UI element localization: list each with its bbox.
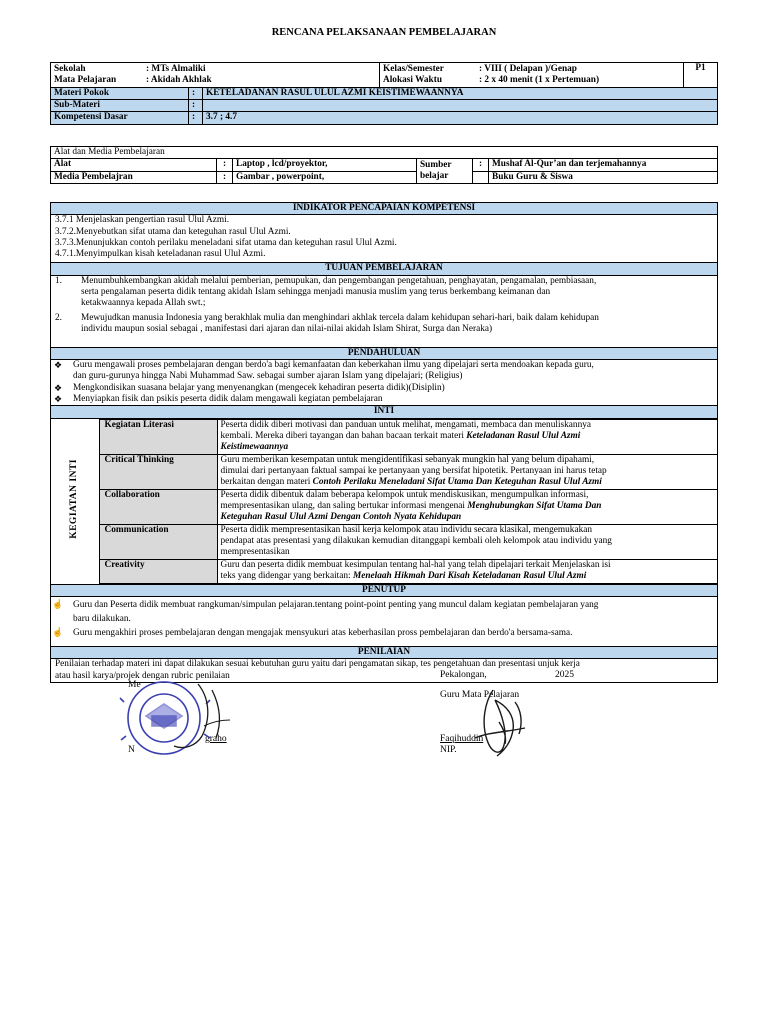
kd-value: 3.7 ; 4.7 bbox=[203, 112, 718, 124]
inti-row-label: Kegiatan Literasi bbox=[99, 419, 217, 454]
penutup-item bbox=[51, 627, 714, 641]
school-stamp-icon bbox=[112, 676, 236, 760]
mapel-value: : Akidah Akhlak bbox=[146, 75, 212, 86]
tujuan-item bbox=[55, 313, 714, 336]
diamond-bullet-icon: ❖ bbox=[53, 393, 63, 404]
tujuan-line: individu maupun sosial sebagai , manifestasi dari ajaran dan nilai-nilai akidah Islam Shirat, Surga dan Neraka) bbox=[81, 323, 493, 334]
penutup-item bbox=[51, 599, 714, 627]
media-value: Gambar , powerpoint, bbox=[233, 171, 417, 183]
alat-value: Laptop , lcd/proyektor, bbox=[233, 159, 417, 171]
pointing-hand-icon: ☝ bbox=[52, 598, 64, 609]
inti-line: dimulai dari pertanyaan faktual sampai ke pertanyaan yang bersifat hipotetik. Pertanyaan ini harus tetap bbox=[220, 465, 607, 476]
materi-colon: : bbox=[189, 87, 203, 99]
sub-materi-value bbox=[203, 99, 718, 111]
kepala-nip: N bbox=[128, 745, 135, 755]
mapel-label: Mata Pelajaran bbox=[54, 75, 117, 86]
sumber-value-1: Mushaf Al-Qur’an dan terjemahannya bbox=[489, 159, 718, 171]
penutup-list bbox=[51, 596, 718, 646]
sub-materi-colon: : bbox=[189, 99, 203, 111]
kepala-label: Me bbox=[128, 680, 141, 690]
inti-line: pendapat atas presentasi yang dilakukan kemudian ditanggapi kembali oleh kelompok atau individu yang bbox=[220, 535, 612, 546]
inti-row-label: Critical Thinking bbox=[99, 454, 217, 489]
media-label: Media Pembelajran bbox=[51, 171, 217, 183]
inti-row-content bbox=[217, 559, 717, 583]
page-title: RENCANA PELAKSANAAN PEMBELAJARAN bbox=[271, 27, 497, 38]
inti-container bbox=[51, 418, 718, 584]
sekolah-value: : MTs Almaliki bbox=[146, 64, 206, 74]
tujuan-line: ketakwaannya kepada Allah swt.; bbox=[81, 298, 206, 309]
materi-label: Materi Pokok bbox=[51, 87, 189, 99]
sumber-label: Sumber belajar bbox=[417, 159, 473, 184]
inti-emphasis: Keistimewaannya bbox=[220, 442, 289, 453]
pendahuluan-line: Mengkondisikan suasana belajar yang menyenangkan (mengecek kehadiran peserta didik)(Disiplin) bbox=[73, 382, 445, 393]
pendahuluan-item bbox=[51, 394, 714, 405]
sub-materi-label: Sub-Materi bbox=[51, 99, 189, 111]
indikator-item: 3.7.2.Menyebutkan sifat utama dan keteguhan rasul Ulul Azmi. bbox=[55, 226, 291, 237]
pendahuluan-list bbox=[51, 359, 718, 405]
inti-line: Peserta didik mempresentasikan hasil kerja kelompok atau individu secara klasikal, mengemukakan bbox=[220, 524, 593, 535]
alat-colon: : bbox=[217, 159, 233, 171]
indikator-item: 3.7.3.Menunjukkan contoh perilaku meneladani sifat utama dan keteguhan rasul Ulul Azmi. bbox=[55, 237, 397, 248]
penilaian-line: Penilaian terhadap materi ini dapat dilakukan sesuai kebutuhan guru yaitu dari pengamatan sikap, tes pengetahuan dan presentasi unjuk kerja bbox=[55, 659, 580, 670]
kelas-value: : VIII ( Delapan )/Genap bbox=[479, 64, 577, 74]
inti-line: Guru memberikan kesempatan untuk mengidentifikasi sebanyak mungkin hal yang belum dipahami, bbox=[220, 454, 595, 465]
inti-row-label: Collaboration bbox=[99, 489, 217, 524]
inti-line: Peserta didik dibentuk dalam beberapa kelompok untuk mendiskusikan, mengumpulkan informasi, bbox=[220, 489, 589, 500]
signature-year: 2025 bbox=[555, 670, 574, 680]
pendahuluan-heading: PENDAHULUAN bbox=[51, 347, 718, 359]
inti-row-content bbox=[217, 524, 717, 559]
inti-emphasis: Keteguhan Rasul Ulul Azmi Dengan Contoh Nyata Kehidupan bbox=[220, 512, 462, 523]
sekolah-label: Sekolah bbox=[54, 64, 86, 74]
pendahuluan-item bbox=[51, 383, 714, 394]
inti-emphasis: Keteladanan Rasul Ulul Azmi bbox=[466, 430, 581, 441]
inti-side-label: KEGIATAN INTI bbox=[68, 459, 79, 539]
main-table bbox=[50, 202, 718, 683]
inti-row-content bbox=[217, 419, 717, 454]
inti-side-label-cell bbox=[51, 419, 99, 583]
tujuan-list bbox=[51, 275, 718, 347]
tujuan-line: Menumbuhkembangkan akidah melalui pemberian, pemupukan, dan pengembangan pengetahuan, penghayatan, pengamalan, pembiasaan, bbox=[81, 275, 597, 286]
pendahuluan-line: Guru mengawali proses pembelajaran dengan berdo'a bagi kemanfaatan dan keberkahan ilmu yang dipelajari serta mendoakan kepada guru, bbox=[73, 359, 594, 370]
alokasi-label: Alokasi Waktu bbox=[383, 75, 442, 86]
sumber-colon: : bbox=[473, 159, 489, 171]
kd-label: Kompetensi Dasar bbox=[51, 112, 189, 124]
inti-emphasis: Menelaah Hikmah Dari Kisah Keteladanan Rasul Ulul Azmi bbox=[352, 570, 587, 581]
alokasi-value: : 2 x 40 menit (1 x Pertemuan) bbox=[479, 75, 600, 86]
tujuan-num: 2. bbox=[55, 312, 62, 323]
signature-city: Pekalongan, bbox=[440, 670, 487, 680]
inti-line: Guru dan peserta didik membuat kesimpulan tentang hal-hal yang telah dipelajari terkait Menjelaskan isi bbox=[220, 559, 611, 570]
kd-colon: : bbox=[189, 112, 203, 124]
inti-line: mempresentasikan ulang, dan saling bertukar informasi mengenai bbox=[220, 500, 468, 511]
inti-emphasis: Contoh Perilaku Meneladani Sifat Utama Dan Keteguhan Rasul Ulul Azmi bbox=[312, 477, 602, 488]
guru-nip: NIP. bbox=[440, 745, 457, 755]
penilaian-heading: PENILAIAN bbox=[51, 646, 718, 658]
inti-row-content bbox=[217, 454, 717, 489]
pendahuluan-line: dan guru-gurunya hingga Nabi Muhammad Saw. sebagai sumber ajaran Islam yang dipelajari; (Religius) bbox=[73, 371, 463, 382]
indikator-item: 4.7.1.Menyimpulkan kisah keteladanan rasul Ulul Azmi. bbox=[55, 249, 266, 260]
indikator-heading: INDIKATOR PENCAPAIAN KOMPETENSI bbox=[51, 203, 718, 215]
kelas-label: Kelas/Semester bbox=[383, 64, 444, 74]
tujuan-item bbox=[55, 276, 714, 310]
class-info-cell bbox=[380, 63, 684, 88]
pointing-hand-icon: ☝ bbox=[52, 626, 64, 637]
guru-name: Faqihuddin bbox=[440, 734, 484, 744]
school-info-cell bbox=[51, 63, 380, 88]
alat-heading: Alat dan Media Pembelajaran bbox=[51, 147, 718, 159]
diamond-bullet-icon: ❖ bbox=[53, 382, 63, 393]
tujuan-line: Mewujudkan manusia Indonesia yang berakhlak mulia dan menghindari akhlak tercela dalam kehidupan sehari-hari, baik dalam kehidupan bbox=[81, 312, 599, 323]
code-cell bbox=[684, 63, 718, 88]
tujuan-line: serta pengalaman peserta didik tentang akidah Islam sehingga menjadi manusia muslim yang terus berkembang keimanan dan bbox=[81, 286, 551, 297]
inti-line: mempresentasikan bbox=[220, 547, 290, 558]
inti-row-label: Creativity bbox=[99, 559, 217, 583]
penutup-line: Guru mengakhiri proses pembelajaran dengan mengajak mensyukuri atas keberhasilan pross pembelajaran dan berdo'a bersama-sama. bbox=[73, 627, 573, 638]
diamond-bullet-icon: ❖ bbox=[53, 359, 63, 370]
inti-line: Peserta didik diberi motivasi dan panduan untuk melihat, mengamati, membaca dan menuliskannya bbox=[220, 419, 591, 430]
code-value: P1 bbox=[695, 63, 706, 73]
inti-table bbox=[51, 419, 717, 584]
kepala-name: graho bbox=[205, 734, 227, 744]
inti-line: teks yang didengar yang berkaitan: bbox=[220, 570, 353, 581]
signature-place bbox=[440, 670, 487, 682]
tujuan-heading: TUJUAN PEMBELAJARAN bbox=[51, 263, 718, 275]
inti-heading: INTI bbox=[51, 406, 718, 418]
inti-line: kembali. Mereka diberi tayangan dan bahan bacaan terkait materi bbox=[220, 430, 467, 441]
tujuan-num: 1. bbox=[55, 275, 62, 286]
indikator-list bbox=[51, 215, 718, 263]
penutup-line: Guru dan Peserta didik membuat rangkuman/simpulan pelajaran.tentang point-point penting yang muncul dalam kegiatan pembelajaran yang bbox=[73, 599, 599, 610]
inti-line: berkaitan dengan materi bbox=[220, 477, 313, 488]
penutup-heading: PENUTUP bbox=[51, 584, 718, 596]
guru-label: Guru Mata Pelajaran bbox=[440, 690, 520, 700]
pendahuluan-line: Menyiapkan fisik dan psikis peserta didik dalam mengawali kegiatan pembelajaran bbox=[73, 393, 383, 404]
inti-emphasis: Menghubungkan Sifat Utama Dan bbox=[467, 500, 602, 511]
alat-table bbox=[50, 146, 718, 184]
guru-signature-icon bbox=[455, 682, 545, 762]
penutup-line: baru dilakukan. bbox=[73, 613, 131, 624]
inti-row-content bbox=[217, 489, 717, 524]
inti-row-label: Communication bbox=[99, 524, 217, 559]
alat-label: Alat bbox=[51, 159, 217, 171]
penilaian-line: atau hasil karya/projek dengan rubric penilaian bbox=[55, 670, 230, 681]
media-colon: : bbox=[217, 171, 233, 183]
indikator-item: 3.7.1 Menjelaskan pengertian rasul Ulul Azmi. bbox=[55, 215, 230, 226]
sumber-value-2: Buku Guru & Siswa bbox=[489, 171, 718, 183]
pendahuluan-item bbox=[51, 360, 714, 383]
materi-value: KETELADANAN RASUL ULUL AZMI KEISTIMEWAANNYA bbox=[203, 87, 718, 99]
header-table bbox=[50, 62, 718, 125]
sumber-colon-2 bbox=[473, 171, 489, 183]
